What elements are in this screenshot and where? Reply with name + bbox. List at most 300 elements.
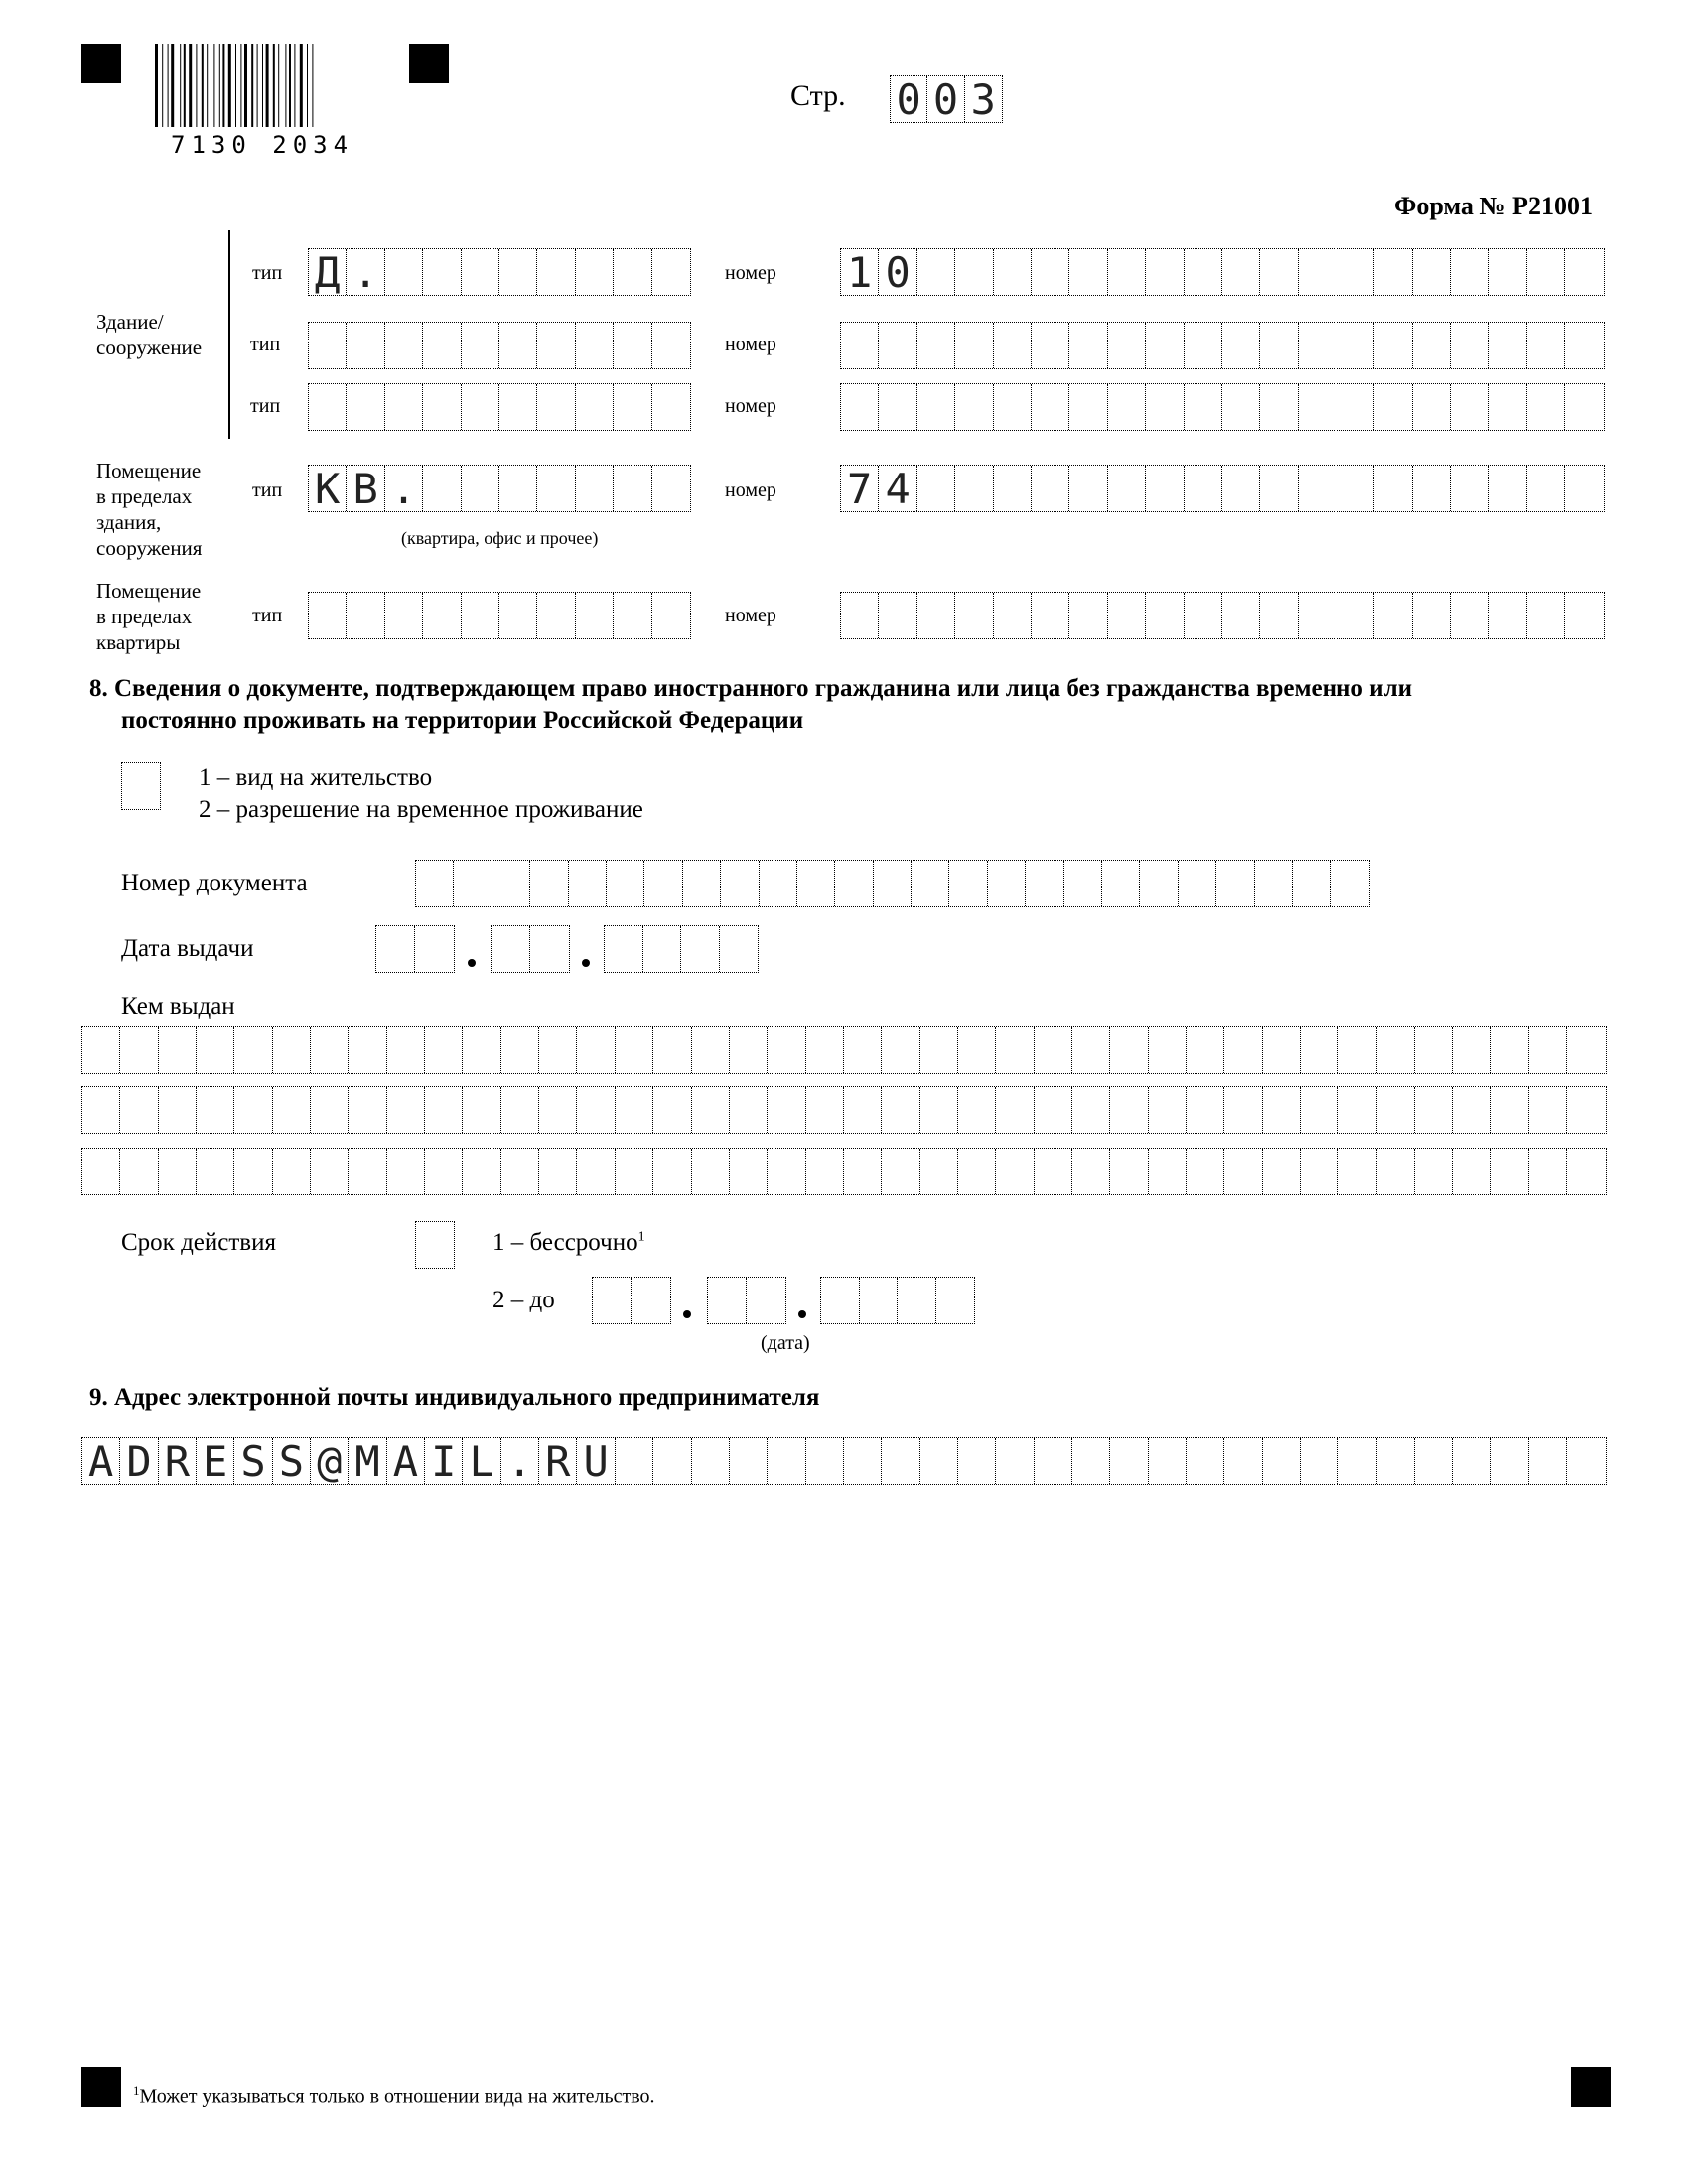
char-cell (197, 1149, 234, 1194)
char-cell (1224, 1438, 1262, 1484)
char-cell (1222, 323, 1260, 368)
barcode-bar (213, 44, 214, 127)
char-cell (1108, 249, 1146, 295)
char-cell (349, 1149, 386, 1194)
room-label-line3: здания, (96, 510, 162, 534)
char-cell (1413, 593, 1451, 638)
char-cell (349, 1027, 386, 1073)
char-cell (309, 593, 347, 638)
char-cell (730, 1027, 768, 1073)
char-cell (425, 1149, 463, 1194)
char-cell (844, 1438, 882, 1484)
char-cell (1069, 593, 1107, 638)
barcode-bar (171, 44, 174, 127)
char-cell (1374, 593, 1412, 638)
issue-date-day-field[interactable] (375, 925, 455, 973)
char-cell (82, 1087, 120, 1133)
char-cell (692, 1149, 730, 1194)
char-cell (387, 1087, 425, 1133)
char-cell (1185, 384, 1222, 430)
char-cell (423, 249, 461, 295)
room-number-field[interactable] (840, 465, 1605, 512)
char-cell (1489, 323, 1527, 368)
char-cell: @ (311, 1438, 349, 1484)
char-cell (1331, 861, 1368, 906)
char-cell: . (347, 249, 384, 295)
char-cell (996, 1027, 1034, 1073)
char-cell: 7 (841, 466, 879, 511)
char-cell (1179, 861, 1216, 906)
char-cell (1032, 466, 1069, 511)
char-cell (879, 593, 916, 638)
page-label: Стр. (790, 79, 846, 112)
char-cell: 0 (879, 249, 916, 295)
char-cell (577, 1087, 615, 1133)
validity-date-day-field[interactable] (592, 1277, 671, 1324)
barcode-bar (294, 44, 295, 127)
char-cell (692, 1027, 730, 1073)
char-cell (1185, 466, 1222, 511)
char-cell (1032, 249, 1069, 295)
char-cell (1565, 249, 1603, 295)
building-type-field-2[interactable] (308, 322, 691, 369)
char-cell (1110, 1149, 1148, 1194)
char-cell: S (234, 1438, 272, 1484)
char-cell (273, 1087, 311, 1133)
barcode-bar (262, 44, 263, 127)
char-cell (1299, 593, 1336, 638)
char-cell (936, 1278, 975, 1323)
char-cell (730, 1149, 768, 1194)
char-cell (1336, 593, 1374, 638)
char-cell (720, 926, 759, 972)
char-cell (1069, 466, 1107, 511)
char-cell (917, 466, 955, 511)
char-cell (874, 861, 912, 906)
char-cell (1529, 1438, 1567, 1484)
char-cell (462, 384, 499, 430)
room-type-field[interactable] (308, 465, 691, 512)
char-cell (1413, 323, 1451, 368)
char-cell (82, 1149, 120, 1194)
char-cell (1413, 384, 1451, 430)
barcode-bar (285, 44, 286, 127)
char-cell (1263, 1438, 1301, 1484)
char-cell (576, 249, 614, 295)
char-cell (844, 1027, 882, 1073)
char-cell (1072, 1149, 1110, 1194)
char-cell (387, 1027, 425, 1073)
char-cell (1187, 1027, 1224, 1073)
char-cell (1260, 593, 1298, 638)
char-cell (593, 1278, 632, 1323)
char-cell (309, 323, 347, 368)
char-cell (577, 1027, 615, 1073)
building-type-label-1: тип (252, 262, 283, 284)
char-cell (423, 384, 461, 430)
char-cell (1377, 1087, 1415, 1133)
footnote (133, 2083, 655, 2109)
char-cell (882, 1149, 919, 1194)
char-cell (1224, 1149, 1262, 1194)
char-cell (120, 1027, 158, 1073)
char-cell (643, 926, 682, 972)
char-cell (1565, 323, 1603, 368)
char-cell (1263, 1087, 1301, 1133)
char-cell (841, 323, 879, 368)
issued-by-field-2[interactable] (81, 1086, 1607, 1134)
char-cell (539, 1149, 577, 1194)
char-cell (806, 1149, 844, 1194)
char-cell (1491, 1087, 1529, 1133)
char-cell (1035, 1149, 1072, 1194)
char-cell (1108, 593, 1146, 638)
char-cell (462, 323, 499, 368)
apartment-room-type-field[interactable] (308, 592, 691, 639)
char-cell (1374, 249, 1412, 295)
char-cell (841, 384, 879, 430)
char-cell (576, 384, 614, 430)
char-cell (958, 1027, 996, 1073)
char-cell (1529, 1027, 1567, 1073)
char-cell (1567, 1149, 1605, 1194)
char-cell (347, 323, 384, 368)
char-cell: U (577, 1438, 615, 1484)
char-cell: M (349, 1438, 386, 1484)
char-cell (1529, 1149, 1567, 1194)
char-cell (1140, 861, 1178, 906)
char-cell (1491, 1149, 1529, 1194)
char-cell (616, 1087, 653, 1133)
validity-date-month-field[interactable] (707, 1277, 786, 1324)
char-cell (653, 1438, 691, 1484)
char-cell (385, 593, 423, 638)
char-cell (958, 1438, 996, 1484)
char-cell (499, 323, 537, 368)
char-cell (416, 1222, 454, 1268)
barcode-bar (202, 44, 204, 127)
issue-date-month-field[interactable] (491, 925, 570, 973)
email-field[interactable] (81, 1437, 1607, 1485)
char-cell (576, 323, 614, 368)
char-cell (159, 1087, 197, 1133)
char-cell (768, 1149, 805, 1194)
doc-number-field[interactable] (415, 860, 1370, 907)
validity-type-field[interactable] (415, 1221, 455, 1269)
char-cell (879, 384, 916, 430)
char-cell (1187, 1149, 1224, 1194)
char-cell (539, 1087, 577, 1133)
char-cell (530, 926, 569, 972)
char-cell (652, 593, 690, 638)
building-number-label-2: номер (725, 334, 776, 355)
char-cell: D (120, 1438, 158, 1484)
char-cell (1374, 466, 1412, 511)
validity-date-year-field[interactable] (820, 1277, 975, 1324)
char-cell (311, 1087, 349, 1133)
apartment-room-label-line2: в пределах (96, 605, 193, 628)
corner-marker-top-left (81, 44, 121, 83)
footnote-text: Может указываться только в отношении вида на жительство. (139, 2085, 655, 2108)
char-cell (197, 1027, 234, 1073)
char-cell: 3 (970, 76, 996, 122)
char-cell (1108, 384, 1146, 430)
char-cell: R (159, 1438, 197, 1484)
char-cell (797, 861, 835, 906)
char-cell (1146, 593, 1184, 638)
char-cell (537, 323, 575, 368)
char-cell (1102, 861, 1140, 906)
char-cell (309, 384, 347, 430)
char-cell (273, 1027, 311, 1073)
apartment-room-label-line3: квартиры (96, 630, 181, 654)
char-cell (806, 1087, 844, 1133)
apartment-room-number-field[interactable] (840, 592, 1605, 639)
char-cell: 0 (927, 76, 964, 122)
barcode-bar (312, 44, 313, 127)
char-cell (385, 384, 423, 430)
building-type-field-1[interactable] (308, 248, 691, 296)
char-cell: К (309, 466, 347, 511)
char-cell (1338, 1438, 1376, 1484)
char-cell (835, 861, 873, 906)
issued-by-field-3[interactable] (81, 1148, 1607, 1195)
building-type-field-3[interactable] (308, 383, 691, 431)
char-cell (376, 926, 415, 972)
char-cell (1491, 1027, 1529, 1073)
char-cell (347, 593, 384, 638)
char-cell (347, 384, 384, 430)
char-cell (1489, 466, 1527, 511)
char-cell (1224, 1027, 1262, 1073)
char-cell (1529, 1087, 1567, 1133)
char-cell (1336, 384, 1374, 430)
room-type-label: тип (252, 479, 283, 501)
char-cell (1032, 323, 1069, 368)
char-cell (537, 384, 575, 430)
barcode-bar (207, 44, 208, 127)
char-cell: A (387, 1438, 425, 1484)
section9-title: 9. Адрес электронной почты индивидуального предпринимателя (89, 1384, 820, 1411)
building-number-field-1[interactable] (840, 248, 1605, 296)
char-cell (1489, 384, 1527, 430)
barcode-bar (235, 44, 236, 127)
barcode-bar (189, 44, 192, 127)
char-cell (423, 593, 461, 638)
room-number-label: номер (725, 479, 776, 501)
char-cell (955, 249, 993, 295)
building-label-line1: Здание/ (96, 310, 164, 334)
char-cell (1565, 466, 1603, 511)
char-cell (1415, 1027, 1453, 1073)
char-cell (122, 763, 160, 809)
char-cell (1187, 1438, 1224, 1484)
barcode-bar (196, 44, 197, 127)
char-cell (463, 1149, 500, 1194)
apartment-room-type-label: тип (252, 605, 283, 626)
corner-marker-bottom-left (81, 2067, 121, 2107)
char-cell (841, 593, 879, 638)
char-cell (349, 1087, 386, 1133)
char-cell (1527, 323, 1565, 368)
char-cell (1035, 1438, 1072, 1484)
char-cell (1069, 323, 1107, 368)
char-cell (385, 323, 423, 368)
section8-title-line1: 8. Сведения о документе, подтверждающем право иностранного гражданина или лица без гражданства временно или (89, 675, 1413, 702)
building-type-label-3: тип (250, 395, 281, 417)
char-cell (1263, 1149, 1301, 1194)
char-cell (416, 861, 454, 906)
char-cell: . (385, 466, 423, 511)
char-cell (530, 861, 568, 906)
building-type-label-2: тип (250, 334, 281, 355)
char-cell (425, 1027, 463, 1073)
char-cell (537, 466, 575, 511)
char-cell (1149, 1438, 1187, 1484)
barcode-number: 7130 2034 (171, 131, 354, 159)
char-cell (1185, 593, 1222, 638)
char-cell (311, 1027, 349, 1073)
char-cell (920, 1087, 958, 1133)
char-cell (1110, 1087, 1148, 1133)
char-cell (1069, 384, 1107, 430)
char-cell: A (82, 1438, 120, 1484)
char-cell (768, 1438, 805, 1484)
char-cell (454, 861, 492, 906)
building-number-field-2[interactable] (840, 322, 1605, 369)
char-cell (1374, 323, 1412, 368)
char-cell (569, 861, 607, 906)
char-cell (1527, 384, 1565, 430)
char-cell (1415, 1438, 1453, 1484)
char-cell (681, 926, 720, 972)
char-cell (614, 249, 651, 295)
issue-date-year-field[interactable] (604, 925, 759, 973)
char-cell (1415, 1149, 1453, 1194)
char-cell (120, 1149, 158, 1194)
char-cell (501, 1087, 539, 1133)
char-cell (1072, 1438, 1110, 1484)
char-cell (955, 466, 993, 511)
char-cell (423, 323, 461, 368)
char-cell (273, 1149, 311, 1194)
char-cell (1185, 323, 1222, 368)
char-cell (492, 926, 530, 972)
char-cell: 1 (841, 249, 879, 295)
char-cell (994, 249, 1032, 295)
char-cell (912, 861, 949, 906)
char-cell (1336, 323, 1374, 368)
char-cell (730, 1438, 768, 1484)
char-cell (652, 384, 690, 430)
char-cell (576, 593, 614, 638)
char-cell (1338, 1027, 1376, 1073)
validity-date-hint: (дата) (761, 1332, 810, 1354)
char-cell: L (463, 1438, 500, 1484)
validity-option1 (492, 1229, 645, 1257)
section8-title-line2: постоянно проживать на территории Российской Федерации (121, 707, 804, 734)
char-cell (958, 1149, 996, 1194)
char-cell (994, 593, 1032, 638)
char-cell (652, 323, 690, 368)
barcode-bar (168, 44, 169, 127)
char-cell (577, 1149, 615, 1194)
barcode-bar (278, 44, 279, 127)
char-cell (1451, 466, 1488, 511)
building-label-line2: сооружение (96, 336, 203, 359)
char-cell (385, 249, 423, 295)
document-type-field[interactable] (121, 762, 161, 810)
room-label-line1: Помещение (96, 459, 202, 482)
char-cell (1064, 861, 1102, 906)
issued-by-label: Кем выдан (121, 993, 235, 1020)
barcode-bar (240, 44, 241, 127)
char-cell (653, 1027, 691, 1073)
char-cell (955, 384, 993, 430)
char-cell (1336, 249, 1374, 295)
form-number: Форма № Р21001 (1394, 192, 1593, 220)
building-number-field-3[interactable] (840, 383, 1605, 431)
char-cell (425, 1087, 463, 1133)
char-cell (806, 1438, 844, 1484)
building-number-label-1: номер (725, 262, 776, 284)
char-cell (898, 1278, 936, 1323)
char-cell (159, 1027, 197, 1073)
char-cell (652, 249, 690, 295)
barcode-bar (289, 44, 291, 127)
char-cell (1453, 1027, 1490, 1073)
char-cell (159, 1149, 197, 1194)
char-cell (1146, 323, 1184, 368)
issued-by-field-1[interactable] (81, 1026, 1607, 1074)
char-cell: I (425, 1438, 463, 1484)
barcode-bar (257, 44, 258, 127)
building-group-bracket (228, 230, 230, 439)
barcode-bar (222, 44, 224, 127)
char-cell: E (197, 1438, 234, 1484)
char-cell: 0 (891, 76, 927, 122)
char-cell (1374, 384, 1412, 430)
page-number-field (890, 75, 1003, 123)
char-cell (1453, 1087, 1490, 1133)
char-cell (644, 861, 682, 906)
char-cell (1035, 1087, 1072, 1133)
char-cell (708, 1278, 747, 1323)
char-cell (955, 323, 993, 368)
char-cell (1413, 249, 1451, 295)
char-cell (499, 384, 537, 430)
char-cell (1453, 1149, 1490, 1194)
char-cell (844, 1149, 882, 1194)
char-cell (1377, 1149, 1415, 1194)
char-cell (1451, 384, 1488, 430)
char-cell (1293, 861, 1331, 906)
apartment-room-number-label: номер (725, 605, 776, 626)
char-cell (616, 1438, 653, 1484)
char-cell: Д (309, 249, 347, 295)
char-cell (614, 466, 651, 511)
char-cell (1301, 1027, 1338, 1073)
char-cell (1338, 1149, 1376, 1194)
barcode-bar (219, 44, 220, 127)
char-cell (1185, 249, 1222, 295)
char-cell (1260, 384, 1298, 430)
char-cell (499, 249, 537, 295)
char-cell (462, 249, 499, 295)
char-cell (1255, 861, 1293, 906)
char-cell (1222, 249, 1260, 295)
char-cell (1489, 249, 1527, 295)
